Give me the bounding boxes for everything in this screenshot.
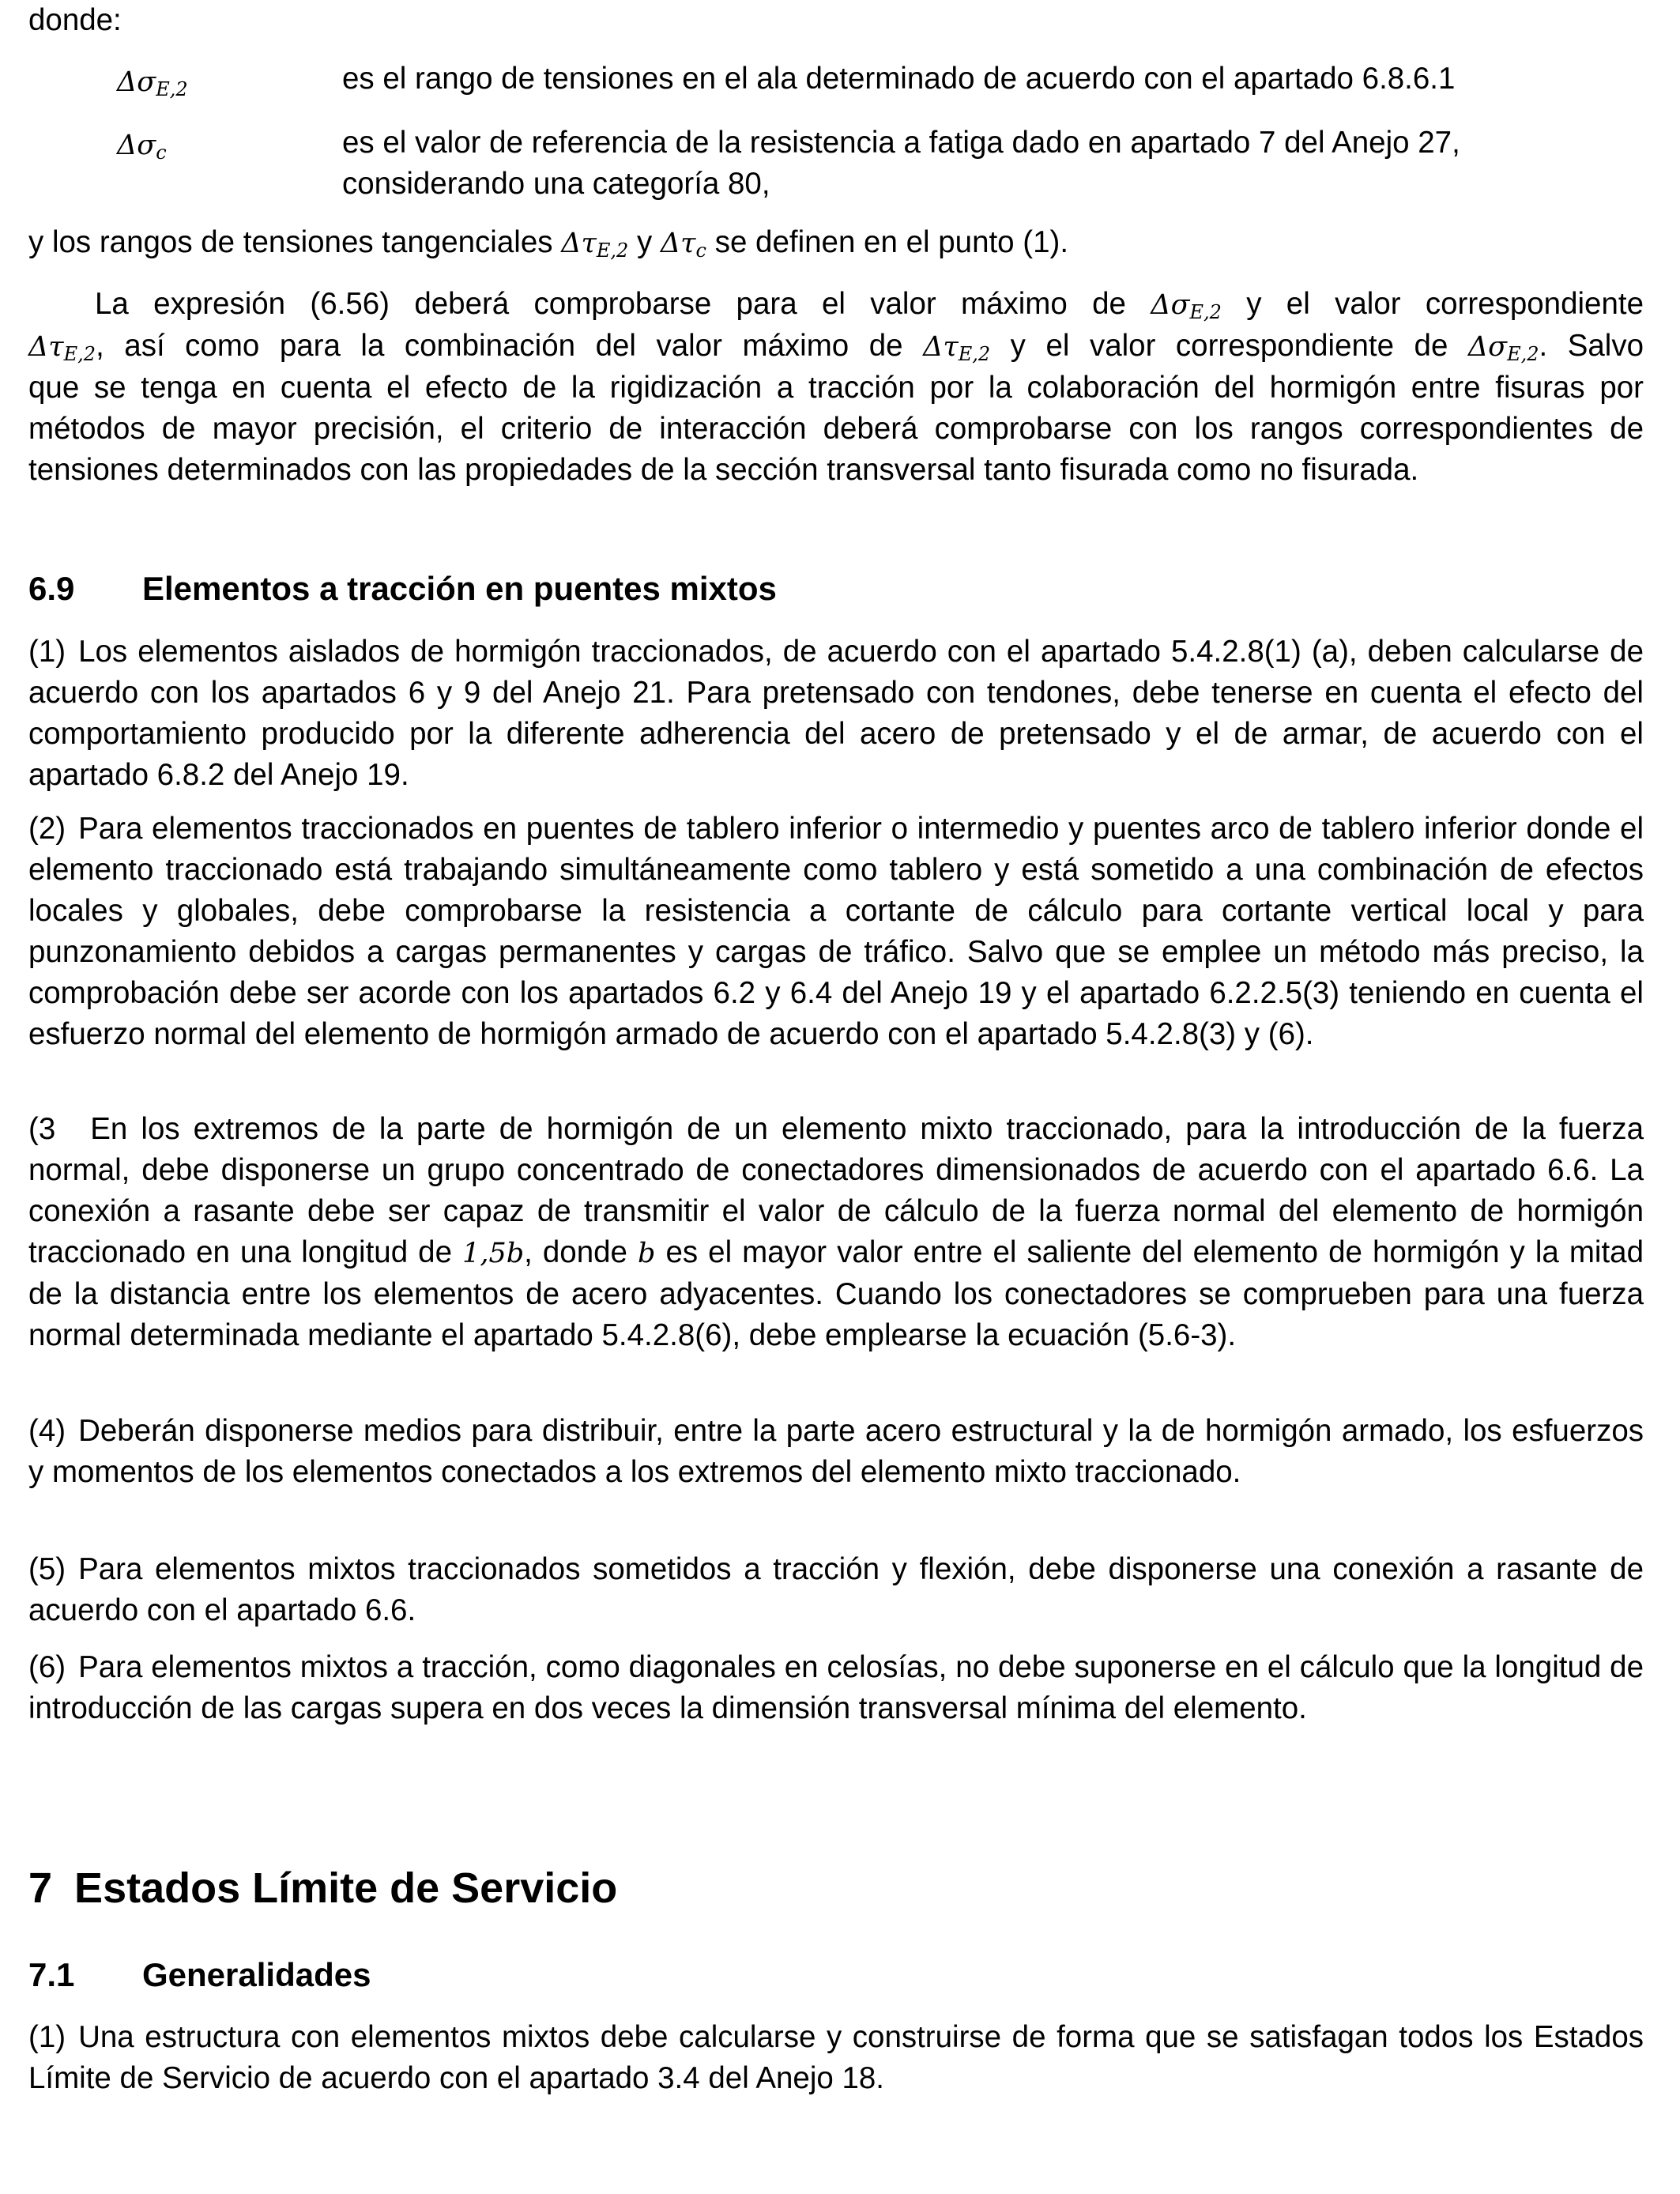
paragraph-6-9-2: (2) Para elementos traccionados en puentes de tablero inferior o intermedio y puentes arco de tablero inferior donde el elemento traccionado está trabajando simultáneamente como tablero y está sometido a una combinación de efectos locales y globales, debe comprobarse la resistencia a cortante de cálculo para cortante vertical local y para punzonamiento debidos a cargas permanentes y cargas de tráfico. Salvo que se emplee un método más preciso, la comprobación debe ser acorde con los apartados 6.2 y 6.4 del Anejo 19 y el apartado 6.2.2.5(3) teniendo en cuenta el esfuerzo normal del elemento de hormigón armado de acuerdo con el apartado 5.4.2.8(3) y (6). bbox=[28, 812, 1644, 1051]
math-delta-tau-e2: $\Delta\tau_{E,2}$ bbox=[561, 228, 629, 262]
section-heading-6-9: 6.9 Elementos a tracción en puentes mixtos bbox=[28, 570, 777, 607]
intro-label: donde: bbox=[28, 3, 122, 37]
symbol-delta-sigma-e2: $\Delta\sigma_{E,2}$ bbox=[117, 66, 188, 100]
section-heading-7-1: 7.1 Generalidades bbox=[28, 1956, 371, 1993]
expression-paragraph: La expresión (6.56) deberá comprobarse para el valor máximo de $\Delta\sigma_{E,2}$ y el valor correspondiente $\Delta\tau_{E,2}$, así como para la combinación del valor máximo de $\Delta\tau_{E,2}$ y el valor correspondiente de $\Delta\sigma_{E,2}$. Salvo que se tenga en cuenta el efecto de la rigidización a tracción por la colaboración del hormigón entre fisuras por métodos de mayor precisión, el criterio de interacción deberá comprobarse con los rangos correspondientes de tensiones determinados con las propiedades de la sección transversal tanto fisurada como no fisurada. bbox=[28, 287, 1644, 487]
math-delta-tau-c: $\Delta\tau_c$ bbox=[660, 228, 706, 262]
tangential-ranges-line: y los rangos de tensiones tangenciales $\Delta\tau_{E,2}$ y $\Delta\tau_c$ se definen en el punto (1). bbox=[28, 225, 1069, 262]
definition-delta-sigma-e2: es el rango de tensiones en el ala determinado de acuerdo con el apartado 6.8.6.1 bbox=[342, 62, 1456, 96]
paragraph-6-9-5: (5) Para elementos mixtos traccionados sometidos a tracción y flexión, debe disponerse una conexión a rasante de acuerdo con el apartado 6.6. bbox=[28, 1552, 1644, 1627]
symbol-delta-sigma-c: $\Delta\sigma_c$ bbox=[117, 130, 167, 164]
definition-delta-sigma-c: es el valor de referencia de la resistencia a fatiga dado en apartado 7 del Anejo 27, considerando una categoría 80, bbox=[342, 126, 1460, 201]
paragraph-6-9-1: (1) Los elementos aislados de hormigón traccionados, de acuerdo con el apartado 5.4.2.8(1) (a), deben calcularse de acuerdo con los apartados 6 y 9 del Anejo 21. Para pretensado con tendones, debe tenerse en cuenta el efecto del comportamiento producido por la diferente adherencia del acero de pretensado y el de armar, de acuerdo con el apartado 6.8.2 del Anejo 19. bbox=[28, 635, 1644, 792]
chapter-heading-7: 7 Estados Límite de Servicio bbox=[28, 1864, 618, 1912]
math-b: b bbox=[637, 1238, 656, 1269]
paragraph-6-9-6: (6) Para elementos mixtos a tracción, como diagonales en celosías, no debe suponerse en el cálculo que la longitud de introducción de las cargas supera en dos veces la dimensión transversal mínima del elemento. bbox=[28, 1650, 1644, 1725]
paragraph-6-9-3: (3 En los extremos de la parte de hormigón de un elemento mixto traccionado, para la introducción de la fuerza normal, debe disponerse un grupo concentrado de conectadores dimensionados de acuerdo con el apartado 6.6. La conexión a rasante debe ser capaz de transmitir el valor de cálculo de la fuerza normal del elemento de hormigón traccionado en una longitud de 1,5b, donde b es el mayor valor entre el saliente del elemento de hormigón y la mitad de la distancia entre los elementos de acero adyacentes. Cuando los conectadores se comprueben para una fuerza normal determinada mediante el apartado 5.4.2.8(6), debe emplearse la ecuación (5.6-3). bbox=[28, 1112, 1644, 1352]
paragraph-6-9-4: (4) Deberán disponerse medios para distribuir, entre la parte acero estructural y la de hormigón armado, los esfuerzos y momentos de los elementos conectados a los extremos del elemento mixto traccionado. bbox=[28, 1414, 1644, 1489]
math-1-5b: 1,5b bbox=[462, 1238, 525, 1269]
paragraph-7-1-1: (1) Una estructura con elementos mixtos debe calcularse y construirse de forma que se satisfagan todos los Estados Límite de Servicio de acuerdo con el apartado 3.4 del Anejo 18. bbox=[28, 2020, 1644, 2095]
